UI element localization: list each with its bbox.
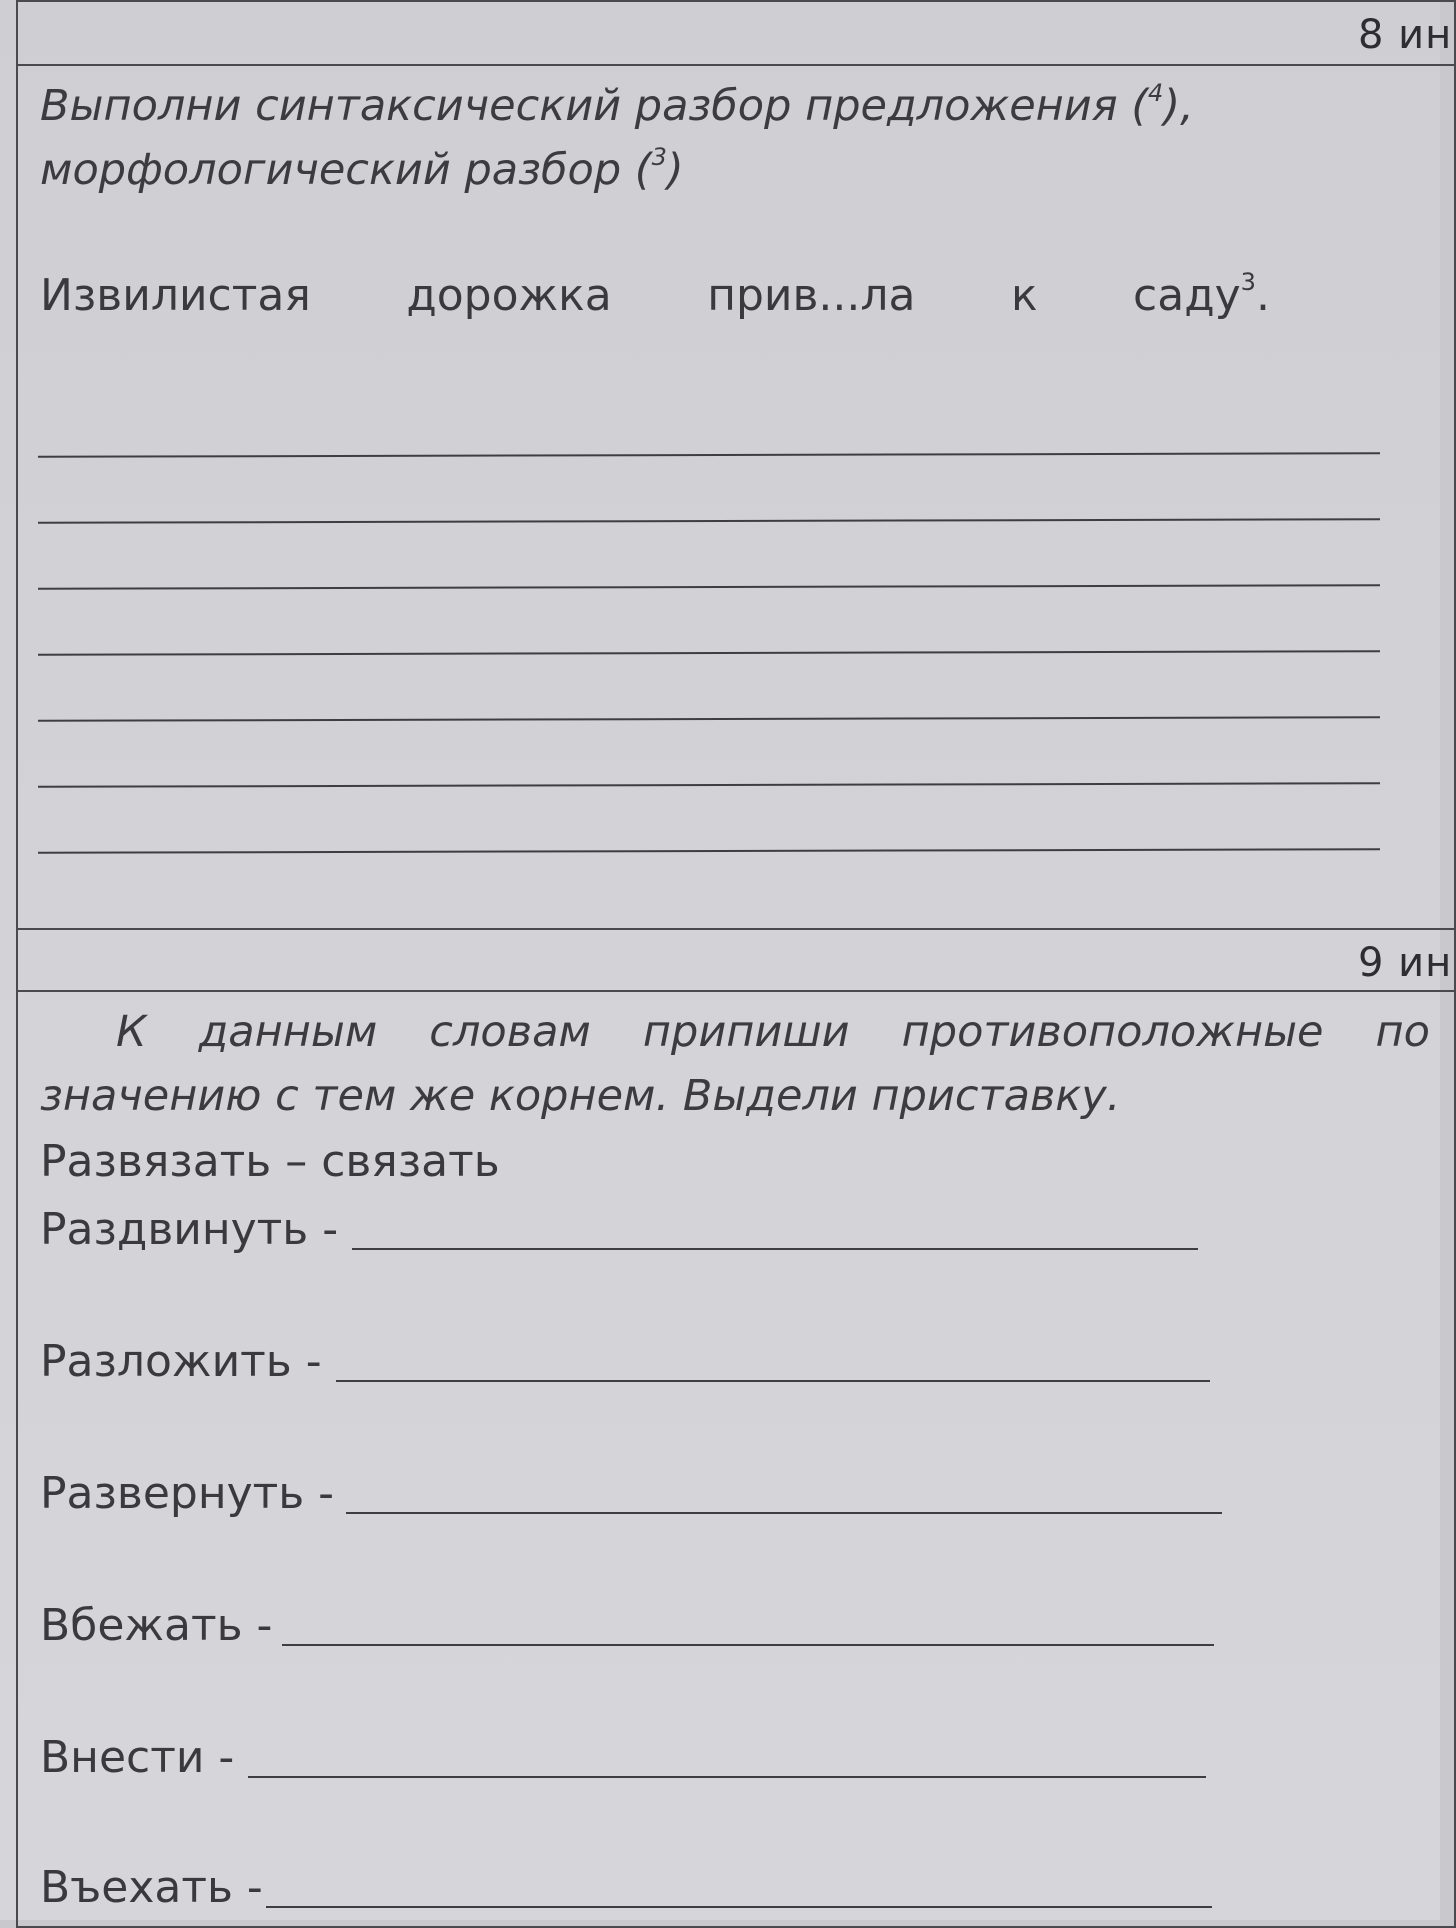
instruction-word: противоположные [901, 1007, 1324, 1057]
instruction-word: припиши [642, 1007, 850, 1057]
instruction-text: морфологический разбор ( [40, 145, 652, 195]
instruction-line: значению с тем же корнем. Выдели приставку. [40, 1071, 1121, 1121]
instruction-text: ) [666, 145, 684, 195]
sentence-word: дорожка [406, 270, 612, 321]
instruction-word: по [1375, 1007, 1430, 1057]
answer-blank[interactable] [346, 1512, 1222, 1514]
word-item: Внести - [40, 1732, 235, 1783]
answer-line[interactable] [38, 518, 1380, 524]
points-superscript: 4 [1148, 78, 1164, 107]
instruction-word: словам [429, 1007, 591, 1057]
word-item: Вбежать - [40, 1600, 273, 1651]
word-item: Развернуть - [40, 1468, 335, 1519]
task-8-box [16, 0, 1456, 930]
task-8-number: 8 ин [1358, 12, 1453, 58]
sentence-word: к [1010, 270, 1038, 321]
answer-blank[interactable] [248, 1776, 1206, 1778]
instruction-text: ), [1163, 81, 1194, 131]
task-9-box [16, 928, 1456, 1928]
word-item: Разложить - [40, 1336, 322, 1387]
instruction-line [40, 1000, 1430, 1064]
answer-line[interactable] [38, 848, 1380, 854]
sentence-to-parse [40, 270, 1340, 321]
answer-blank[interactable] [282, 1644, 1214, 1646]
task-9-number: 9 ин [1358, 940, 1453, 986]
word-item: Въехать - [40, 1862, 263, 1913]
task-8-header [18, 2, 1454, 66]
answer-blank[interactable] [266, 1906, 1212, 1908]
answer-line[interactable] [38, 716, 1380, 722]
task-9-instruction [40, 1000, 1430, 1128]
sentence-word: прив...ла [707, 270, 916, 321]
instruction-word: данным [198, 1007, 378, 1057]
word-item: Раздвинуть - [40, 1204, 339, 1255]
points-superscript: 3 [651, 142, 667, 171]
answer-line[interactable] [38, 452, 1380, 458]
instruction-word: К [116, 1007, 147, 1057]
task-9-header [18, 930, 1454, 992]
sentence-word-last: саду$^3$. [1133, 268, 1270, 321]
answer-blank[interactable] [336, 1380, 1210, 1382]
answer-line[interactable] [38, 650, 1380, 656]
answer-line[interactable] [38, 782, 1380, 788]
sentence-word: Извилистая [40, 270, 311, 321]
answer-blank[interactable] [352, 1248, 1198, 1250]
instruction-text: Выполни синтаксический разбор предложения ( [40, 81, 1149, 131]
answer-line[interactable] [38, 584, 1380, 590]
example-pair: Развязать – связать [40, 1136, 500, 1187]
task-8-instruction [40, 74, 1340, 202]
